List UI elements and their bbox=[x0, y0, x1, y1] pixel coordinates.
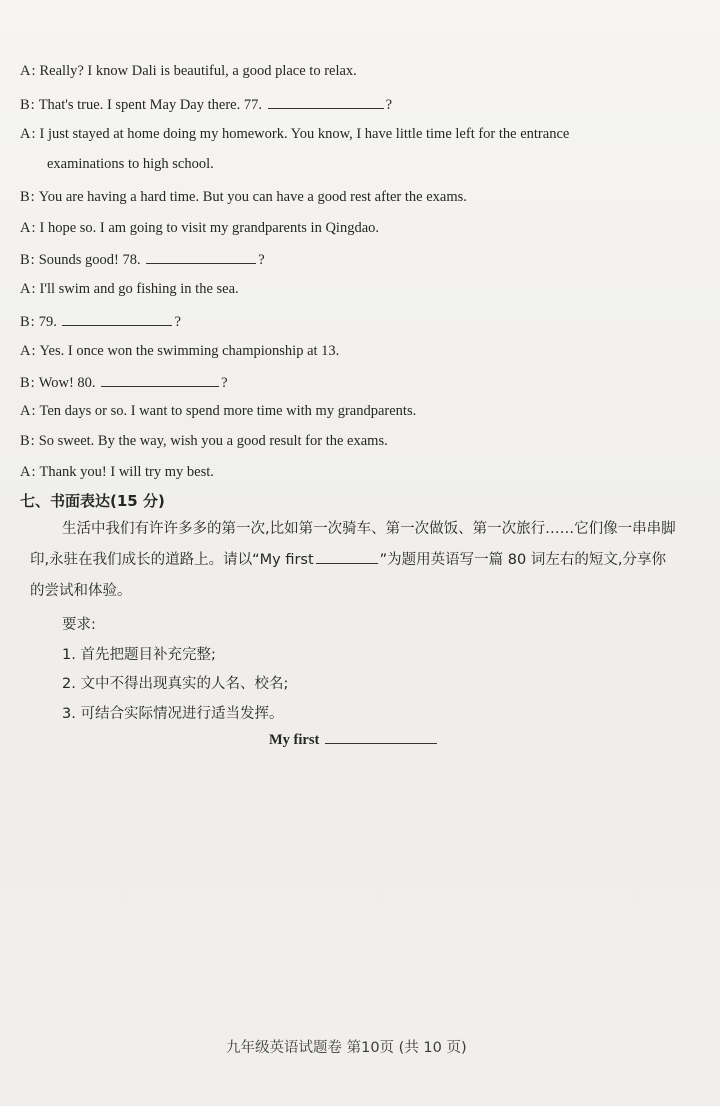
dialogue-line: B: 79. ? bbox=[20, 311, 181, 331]
speaker-label: A bbox=[20, 403, 31, 419]
essay-title-blank[interactable] bbox=[325, 729, 437, 744]
dialogue-text: I hope so. I am going to visit my grandparents in Qingdao. bbox=[39, 220, 380, 236]
speaker-label: A bbox=[20, 281, 31, 297]
speaker-label: A bbox=[20, 464, 31, 480]
dialogue-line: A: Really? I know Dali is beautiful, a good place to relax. bbox=[20, 63, 357, 79]
dialogue-line: A: Yes. I once won the swimming championship at 13. bbox=[20, 343, 340, 359]
answer-blank-77[interactable] bbox=[268, 94, 384, 109]
writing-prompt bbox=[30, 514, 680, 607]
speaker-label: B bbox=[20, 189, 30, 205]
answer-blank-79[interactable] bbox=[62, 311, 172, 326]
speaker-label: B bbox=[20, 97, 30, 113]
dialogue-line: A: I just stayed at home doing my homework. You know, I have little time left for the entrance bbox=[20, 126, 570, 142]
speaker-label: A bbox=[20, 63, 31, 79]
speaker-label: A bbox=[20, 126, 31, 142]
dialogue-text: You are having a hard time. But you can have a good rest after the exams. bbox=[38, 189, 467, 205]
speaker-label: B bbox=[20, 375, 30, 391]
page-footer: 九年级英语试题卷 第10页 (共 10 页) bbox=[226, 1040, 467, 1056]
dialogue-line: B: That's true. I spent May Day there. 77. ? bbox=[20, 94, 392, 114]
requirements-label: 要求: bbox=[62, 617, 96, 633]
dialogue-line: A: Thank you! I will try my best. bbox=[20, 464, 214, 480]
answer-blank-78[interactable] bbox=[146, 249, 256, 264]
dialogue-text: So sweet. By the way, wish you a good result for the exams. bbox=[38, 433, 388, 449]
dialogue-line: A: Ten days or so. I want to spend more time with my grandparents. bbox=[20, 403, 417, 419]
section-title: 七、书面表达(15 分) bbox=[20, 492, 165, 510]
requirement-item: 1. 首先把题目补充完整; bbox=[62, 647, 216, 663]
dialogue-line: B: You are having a hard time. But you can have a good rest after the exams. bbox=[20, 189, 467, 205]
dialogue-text: 79. bbox=[38, 314, 57, 330]
dialogue-line: B: Wow! 80. ? bbox=[20, 372, 228, 392]
dialogue-text: I'll swim and go fishing in the sea. bbox=[39, 281, 239, 297]
requirement-item: 2. 文中不得出现真实的人名、校名; bbox=[62, 676, 289, 692]
essay-title: My first bbox=[269, 729, 439, 749]
speaker-label: B bbox=[20, 252, 30, 268]
dialogue-text: I just stayed at home doing my homework. You know, I have little time left for the entrance bbox=[39, 126, 570, 142]
speaker-label: B bbox=[20, 314, 30, 330]
dialogue-line: A: I hope so. I am going to visit my grandparents in Qingdao. bbox=[20, 220, 380, 236]
dialogue-line: B: So sweet. By the way, wish you a good result for the exams. bbox=[20, 433, 388, 449]
answer-blank-80[interactable] bbox=[101, 372, 219, 387]
dialogue-text: Really? I know Dali is beautiful, a good place to relax. bbox=[39, 63, 357, 79]
dialogue-text: Thank you! I will try my best. bbox=[39, 464, 214, 480]
speaker-label: A bbox=[20, 343, 31, 359]
dialogue-text: Wow! 80. bbox=[38, 375, 96, 391]
dialogue-line-continued bbox=[47, 155, 214, 173]
dialogue-text: examinations to high school. bbox=[47, 156, 214, 172]
speaker-label: A bbox=[20, 220, 31, 236]
speaker-label: B bbox=[20, 433, 30, 449]
prompt-text-2: ”为题用英语写一篇 80 词左右的短文,分享你的尝试和体验。 bbox=[30, 552, 666, 599]
dialogue-text: Ten days or so. I want to spend more time with my grandparents. bbox=[39, 403, 417, 419]
dialogue-text: That's true. I spent May Day there. 77. bbox=[38, 97, 262, 113]
dialogue-text: Yes. I once won the swimming championship at 13. bbox=[39, 343, 340, 359]
dialogue-line: B: Sounds good! 78. ? bbox=[20, 249, 265, 269]
requirement-item: 3. 可结合实际情况进行适当发挥。 bbox=[62, 706, 284, 722]
prompt-text: 生活中我们有许许多多的第一次,比如第一次骑车、第一次做饭、第一次旅行……它们像一串串脚印,永驻在我们成长的道路上。请以“My first bbox=[30, 521, 676, 568]
prompt-title-blank bbox=[316, 549, 378, 564]
dialogue-text: Sounds good! 78. bbox=[38, 252, 141, 268]
dialogue-line: A: I'll swim and go fishing in the sea. bbox=[20, 281, 239, 297]
